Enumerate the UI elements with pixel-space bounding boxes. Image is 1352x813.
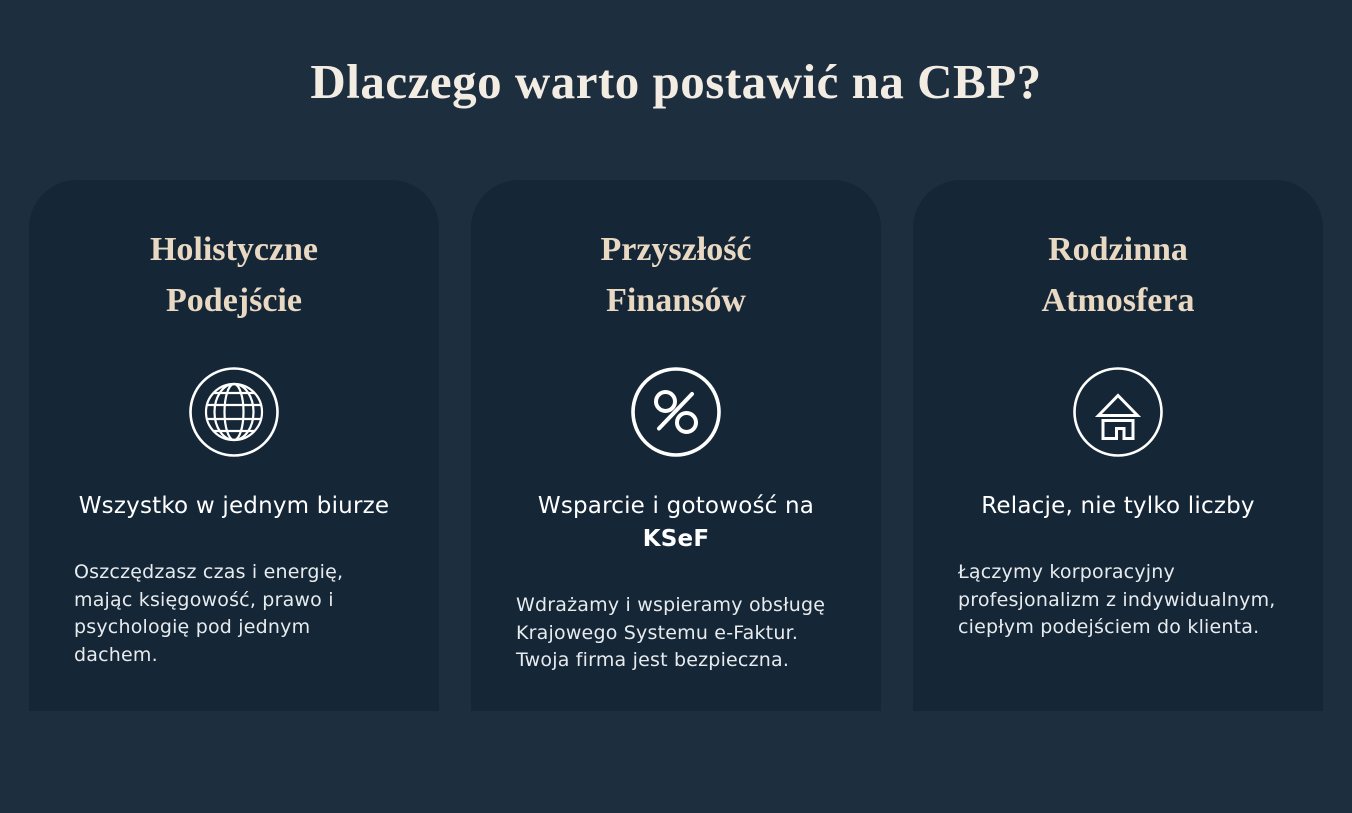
- card-title-line: Podejście: [166, 281, 302, 319]
- card-subtitle-bold: KSeF: [642, 526, 710, 553]
- card-title: [1042, 224, 1195, 326]
- card-body-line: dachem.: [74, 643, 158, 666]
- card-body-line: Łączymy korporacyjny: [958, 561, 1175, 584]
- card-body-line: psychologię pod jednym: [74, 616, 311, 639]
- card-body-line: Krajowego Systemu e-Faktur.: [516, 621, 799, 644]
- card-subtitle-text: Wsparcie i gotowość na: [537, 492, 815, 519]
- card-subtitle-text: Relacje, nie tylko liczby: [981, 492, 1255, 519]
- globe-icon: [188, 366, 280, 458]
- card-subtitle: [981, 490, 1254, 523]
- card-future-of-finance: [471, 180, 881, 711]
- card-body-line: profesjonalizm z indywidualnym,: [958, 588, 1276, 611]
- card-title: [150, 224, 318, 326]
- card-family-atmosphere: [913, 180, 1323, 711]
- card-holistic-approach: [29, 180, 439, 711]
- card-title-line: Finansów: [606, 281, 746, 319]
- card-title-line: Rodzinna: [1048, 230, 1188, 268]
- card-body-line: mając księgowość, prawo i: [74, 588, 334, 611]
- card-title-line: Atmosfera: [1041, 281, 1195, 319]
- card-subtitle-text: Wszystko w jednym biurze: [78, 492, 390, 519]
- page-title: Dlaczego warto postawić na CBP?: [310, 54, 1042, 109]
- card-body-line: Oszczędzasz czas i energię,: [74, 561, 344, 584]
- card-title-line: Przyszłość: [600, 230, 752, 268]
- card-subtitle: [79, 490, 390, 523]
- card-title: [600, 224, 751, 326]
- card-body-line: Twoja firma jest bezpieczna.: [516, 649, 790, 672]
- card-body: [471, 592, 825, 675]
- card-subtitle: [538, 490, 814, 557]
- card-body: [913, 559, 1276, 642]
- percent-icon: [630, 366, 722, 458]
- house-icon: [1072, 366, 1164, 458]
- card-body: [29, 559, 343, 669]
- benefit-cards: [0, 180, 1352, 711]
- card-body-line: Wdrażamy i wspieramy obsługę: [516, 594, 826, 617]
- card-title-line: Holistyczne: [149, 230, 319, 268]
- card-body-line: ciepłym podejściem do klienta.: [958, 616, 1260, 639]
